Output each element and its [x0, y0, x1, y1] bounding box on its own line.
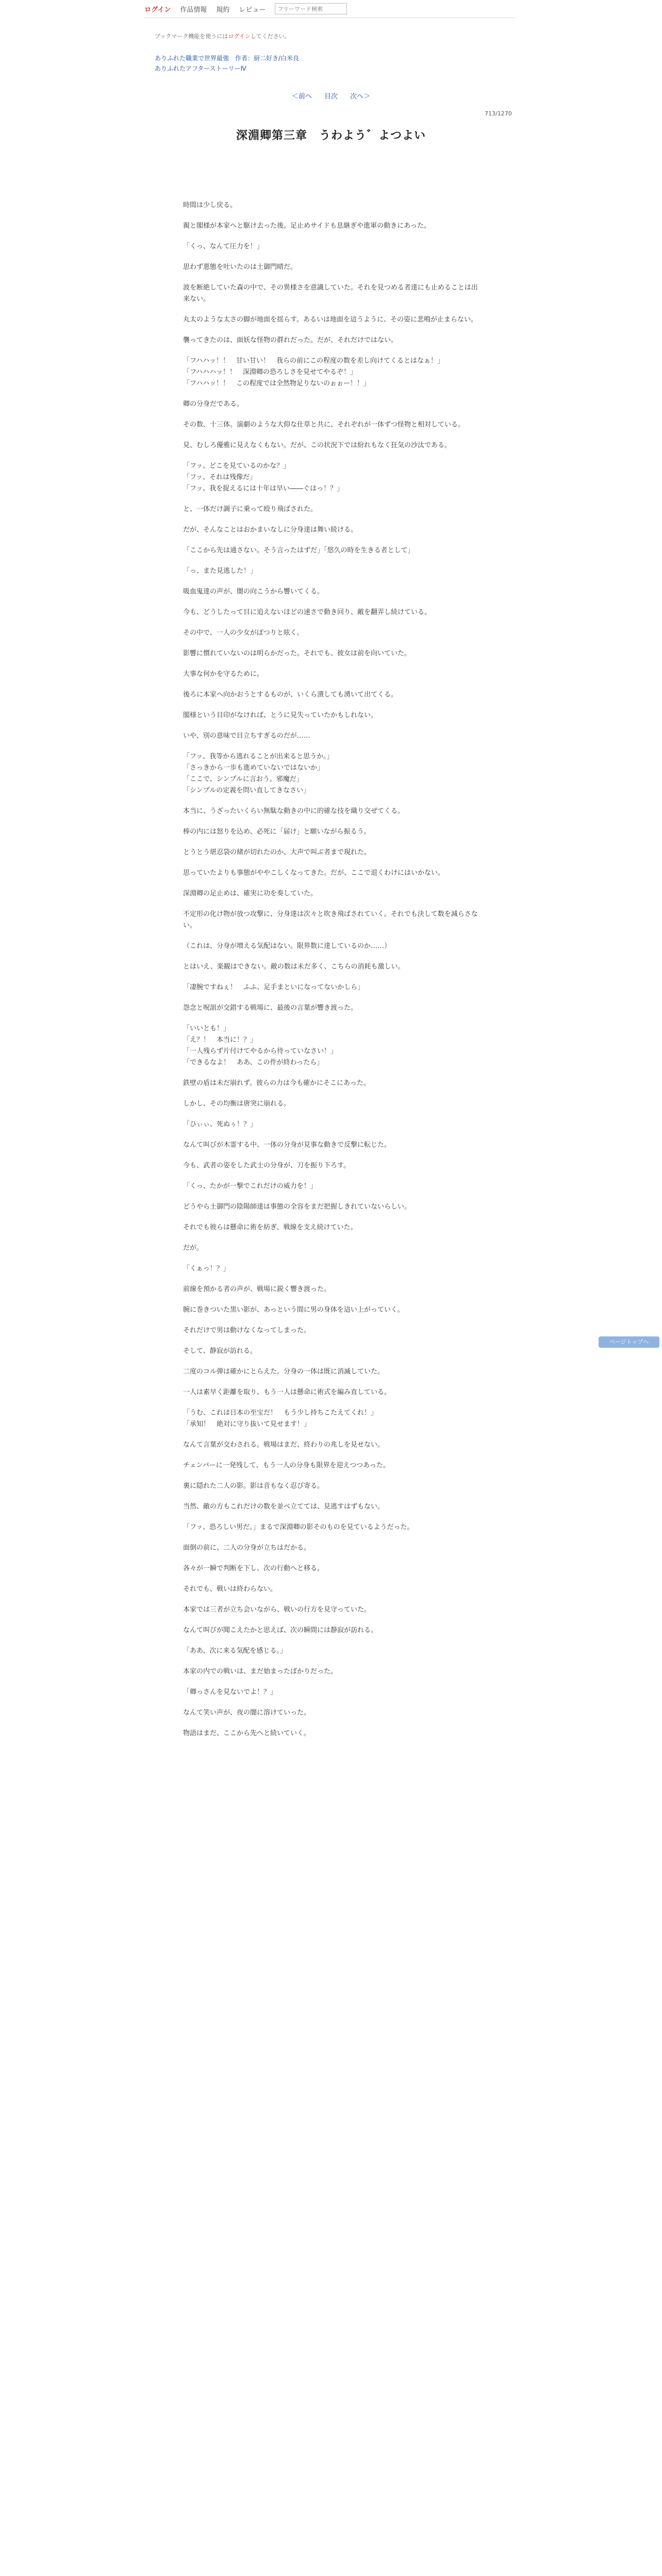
paragraph: （これは、分身が増える気配はない。限界数に達しているのか……）	[183, 942, 391, 950]
paragraph: 波を断絶していた森の中で、その異様さを意識していた。それを見つめる者達にも止めることは出来ない。	[183, 284, 478, 303]
paragraph: 一人は素早く距離を取り、もう一人は懸命に術式を編み直している。	[183, 1388, 391, 1396]
paragraph: それでも、戦いは終わらない。	[183, 1585, 277, 1593]
paragraph: 襲ってきたのは、面妖な怪物の群れだった。だが、それだけではない。	[183, 336, 398, 344]
notice-login-link[interactable]: ログイン	[228, 33, 251, 40]
paragraph: だが、そんなことはおかまいなしに分身達は舞い続ける。	[183, 526, 358, 534]
paragraph: 怨念と呪詛が交錯する戦場に、最後の言葉が響き渡った。	[183, 1004, 358, 1012]
paragraph: 「凄腕ですねぇ！ ふふ、足手まといになってないかしら」	[183, 984, 365, 991]
paragraph: 時間は少し戻る。	[183, 201, 237, 209]
paragraph: 見、むしろ優雅に見えなくもない。だが、この状況下では紛れもなく狂気の沙汰である。	[183, 442, 452, 449]
paragraph: それでも彼らは懸命に術を紡ぎ、戦線を支え続けていた。	[183, 1224, 357, 1231]
top-navigation	[144, 0, 516, 18]
paragraph: と、一体だけ調子に乗って殴り飛ばされた。	[183, 505, 318, 513]
breadcrumb-part[interactable]: ありふれたアフターストーリーⅣ	[155, 65, 246, 72]
paragraph: 「っ、また見逃した！」	[183, 567, 257, 575]
search-input[interactable]	[275, 3, 347, 14]
paragraph: 「ここから先は通さない。そう言ったはずだ」「悠久の時を生きる者として」	[183, 547, 415, 554]
novel-body	[183, 200, 479, 1749]
page-top-button[interactable]: ページトップへ	[599, 1336, 659, 1348]
paragraph: なんて叫びが聞こえたかと思えば、次の瞬間には静寂が訪れる。	[183, 1626, 378, 1634]
paragraph: 今も、武者の姿をした武士の分身が、刀を振り下ろす。	[183, 1162, 350, 1170]
nav-item-review[interactable]: レビュー	[239, 6, 266, 14]
paragraph: 今も、どうしたって目に追えないほどの速さで動き回り、敵を翻弄し続けている。	[183, 608, 432, 616]
chapter-title: 深淵卿第三章 うわよう゛よつよい	[236, 129, 426, 142]
paragraph: 影響に慣れていないのは明らかだった。それでも、彼女は前を向いていた。	[183, 650, 411, 657]
paragraph: 本家では三者が立ち会いながら、戦いの行方を見守っていた。	[183, 1606, 371, 1614]
paragraph: 二度のコル弾は確かにとらえた。分身の一体は既に消滅していた。	[183, 1368, 385, 1376]
paragraph: 本当に、うざったいくらい無駄な動きの中に的確な技を織り交ぜてくる。	[183, 807, 405, 815]
paragraph: 「くぁっ！？」	[183, 1265, 230, 1273]
paragraph: なんて言葉が交わされる。戦場はまだ、終わりの兆しを見せない。	[183, 1441, 385, 1449]
paragraph: 親と閣様が本家へと駆け去った後。足止めサイドも息継ぎや進軍の動きにあった。	[183, 222, 431, 230]
notice-prefix: ブックマーク機能を使うには	[155, 33, 228, 40]
paragraph: どうやら土御門の陰陽師達は事態の全容をまだ把握しきれていないらしい。	[183, 1203, 411, 1211]
paragraph: とはいえ、楽観はできない。敵の数は未だ多く、こちらの消耗も激しい。	[183, 963, 405, 971]
nav-item-terms[interactable]: 規約	[216, 6, 230, 14]
paragraph: 棒の内には怒りを込め、必死に「届け」と願いながら振るう。	[183, 828, 371, 836]
paragraph: しかし、その均衡は唐突に崩れる。	[183, 1100, 291, 1108]
paragraph: 「フッ、恐ろしい男だ。」まるで深淵卿の影そのものを見ているようだった。	[183, 1523, 414, 1531]
paragraph: だが。	[183, 1244, 204, 1252]
notice-suffix: してください。	[250, 33, 290, 40]
paragraph: それだけで男は動けなくなってしまった。	[183, 1327, 311, 1334]
paragraph: 「卿っさんを見ないでよ！？」	[183, 1688, 277, 1696]
paragraph: なんて叫びが木霊する中、一体の分身が見事な動きで反撃に転じた。	[183, 1141, 391, 1149]
paragraph: 深淵卿の足止めは、確実に功を奏していた。	[183, 890, 318, 897]
paragraph: 面倒の前に、二人の分身が立ちはだかる。	[183, 1544, 311, 1552]
paragraph: 前線を預かる者の声が、戦場に鋭く響き渡った。	[183, 1285, 331, 1293]
paragraph: 「フッ、我等から逃れることが出来ると思うか。」 「さっきから一歩も進めていないではないか」 「ここで、シンプルに言おう。邪魔だ」 「シンプルの定義を問い直してきなさい」	[183, 753, 334, 794]
paragraph: 大事な何かを守るために。	[183, 670, 264, 678]
paragraph: 当然、敵の方もこれだけの数を並べ立てては、見逃すはずもない。	[183, 1503, 385, 1511]
paragraph: 「いいとも！」 「え？！ 本当に！？」 「一人残らず片付けてやるから待っていなさい！」 「できるなよ！ ああ、この件が終わったら」	[183, 1025, 338, 1066]
next-link[interactable]: 次へ＞	[350, 93, 371, 100]
prev-link[interactable]: ＜前へ	[291, 93, 312, 100]
breadcrumb-series[interactable]: ありふれた職業で世界最強 作者：厨二好き/白米良	[155, 55, 300, 62]
bookmark-notice	[155, 32, 290, 40]
paragraph: 「くっ、たかが一撃でこれだけの威力を！」	[183, 1182, 317, 1190]
paragraph: 「フハハッ！！ 甘い甘い！ 我らの前にこの程度の数を差し向けてくるとはなぁ！」 「フハハハッ！！ 深淵卿の恐ろしさを見せてやるぞ！」 「フハハッ！！ この程度では全然物足りないのぉぉー！！」	[183, 357, 444, 387]
paragraph: 本家の内での戦いは、まだ始まったばかりだった。	[183, 1668, 338, 1675]
paragraph: チェンバーに一発残して、もう一人の分身も限界を迎えつつあった。	[183, 1462, 390, 1469]
paragraph: 「ああ、次に来る気配を感じる。」	[183, 1647, 287, 1655]
paragraph: 思わず悪態を吐いたのは土御門晴だ。	[183, 263, 297, 271]
paragraph: 吸血鬼達の声が、闇の向こうから響いてくる。	[183, 588, 324, 596]
paragraph: 鉄壁の盾は未だ崩れず。彼らの力は今も確かにそこにあった。	[183, 1079, 370, 1087]
paragraph: なんて笑い声が、夜の闇に溶けていった。	[183, 1709, 311, 1717]
paragraph: その中で、一人の少女がぽつりと呟く。	[183, 629, 304, 637]
paragraph: 丸太のような太さの脚が地面を揺らす。あるいは地面を這うように、その姿に悲鳴が止まらない。	[183, 316, 477, 324]
paragraph: 各々が一瞬で判断を下し、次の行動へと移る。	[183, 1565, 324, 1572]
paragraph: 「ひぃぃ、死ぬぅ！？」	[183, 1121, 257, 1128]
pager-top	[0, 91, 662, 100]
paragraph: いや、別の意味で目立ちすぎるのだが……	[183, 732, 310, 740]
paragraph: 思っていたよりも事態がややこしくなってきた。だが、ここで退くわけにはいかない。	[183, 869, 445, 877]
paragraph: 卿の分身だである。	[183, 400, 244, 408]
paragraph: 「うむ、これは日本の至宝だ！ もう少し持ちこたえてくれ！」 「承知！ 絶対に守り抜いて見せます！」	[183, 1409, 378, 1428]
paragraph: その数、十三体。演劇のような大仰な仕草と共に、それぞれが一体ずつ怪物と相対している。	[183, 421, 465, 429]
paragraph: 裏に隠れた二人の影。影は音もなく忍び寄る。	[183, 1482, 324, 1490]
episode-number: 713/1270	[485, 110, 512, 117]
paragraph: そして、静寂が訪れる。	[183, 1347, 257, 1355]
paragraph: 不定形の化け物が放つ攻撃に、分身達は次々と吹き飛ばされていく。それでも決して数を減らさない。	[183, 910, 478, 929]
paragraph: 閣様という目印がなければ、とうに見失っていたかもしれない。	[183, 711, 378, 719]
paragraph: 腕に巻きついた黒い影が、あっという間に男の身体を這い上がっていく。	[183, 1306, 404, 1314]
nav-item-info[interactable]: 作品情報	[180, 6, 207, 14]
paragraph: とうとう堪忍袋の緒が切れたのか、大声で叫ぶ者まで現れた。	[183, 849, 371, 856]
paragraph: 「くっ、なんて圧力を！」	[183, 243, 263, 250]
paragraph: 物語はまだ、ここから先へと続いていく。	[183, 1730, 310, 1737]
login-link[interactable]: ログイン	[144, 6, 171, 14]
toc-link[interactable]: 目次	[324, 93, 338, 100]
paragraph: 後ろに本家へ向かおうとするものが、いくら潰しても湧いて出てくる。	[183, 691, 398, 699]
paragraph: 「フッ、どこを見ているのかな？」 「フッ、それは残像だ」 「フッ、我を捉えるには十年は早い――ぐはっ！？」	[183, 462, 344, 493]
